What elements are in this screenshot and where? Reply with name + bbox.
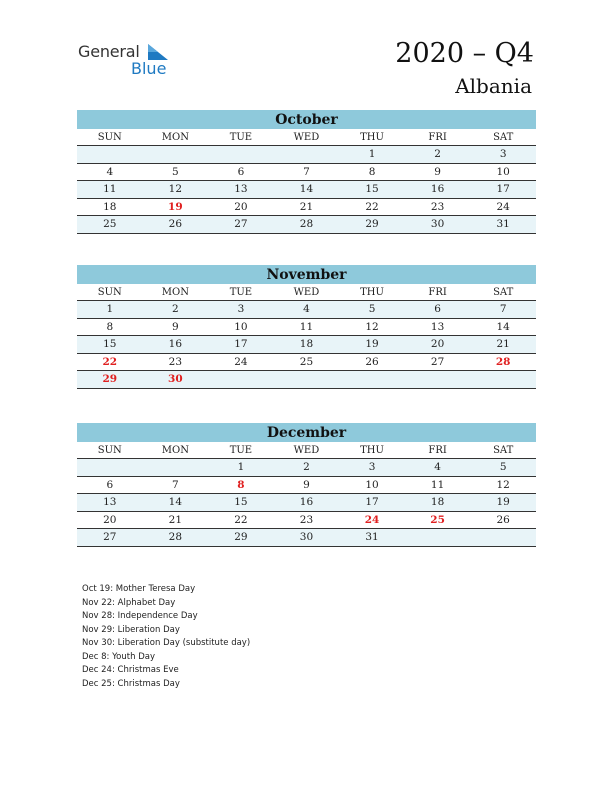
holiday-day-cell: 24: [339, 511, 405, 529]
week-row: [77, 511, 536, 529]
week-row: [77, 459, 536, 477]
day-cell: 16: [405, 181, 471, 199]
weekday-label: MON: [143, 129, 209, 146]
weekday-label: MON: [143, 442, 209, 459]
week-row: [77, 163, 536, 181]
day-cell: 21: [274, 198, 340, 216]
day-cell: 19: [339, 336, 405, 354]
day-cell: 13: [208, 181, 274, 199]
day-cell: [405, 529, 471, 547]
day-cell: 10: [339, 476, 405, 494]
page-title: 2020 – Q4: [395, 38, 534, 69]
day-cell: 12: [470, 476, 536, 494]
weekday-label: TUE: [208, 284, 274, 301]
holiday-day-cell: 30: [143, 371, 209, 389]
weekday-label: WED: [274, 284, 340, 301]
holiday-day-cell: 8: [208, 476, 274, 494]
day-cell: 20: [405, 336, 471, 354]
day-cell: 25: [77, 216, 143, 234]
country-name: Albania: [455, 74, 532, 98]
day-cell: 20: [208, 198, 274, 216]
day-cell: 4: [77, 163, 143, 181]
day-cell: [143, 146, 209, 164]
day-cell: 23: [274, 511, 340, 529]
logo-blue-text: Blue: [131, 59, 167, 78]
weekday-label: WED: [274, 129, 340, 146]
day-cell: [405, 371, 471, 389]
holiday-note: Dec 24: Christmas Eve: [82, 665, 179, 675]
day-cell: 3: [470, 146, 536, 164]
day-cell: 28: [143, 529, 209, 547]
day-cell: 9: [405, 163, 471, 181]
day-cell: 15: [208, 494, 274, 512]
day-cell: 7: [470, 301, 536, 319]
day-cell: 24: [208, 353, 274, 371]
day-cell: 11: [274, 318, 340, 336]
day-cell: 25: [274, 353, 340, 371]
week-row: [77, 181, 536, 199]
week-row: [77, 336, 536, 354]
day-cell: 12: [339, 318, 405, 336]
week-row: [77, 301, 536, 319]
holiday-note: Dec 25: Christmas Day: [82, 678, 180, 689]
week-row: [77, 198, 536, 216]
day-cell: 18: [405, 494, 471, 512]
day-cell: 9: [143, 318, 209, 336]
month-name: December: [77, 423, 536, 442]
month-calendar-november: [77, 265, 536, 389]
day-cell: 7: [274, 163, 340, 181]
day-cell: 9: [274, 476, 340, 494]
day-cell: 30: [274, 529, 340, 547]
weekday-label: FRI: [405, 129, 471, 146]
month-name: October: [77, 110, 536, 129]
weekday-label: SUN: [77, 284, 143, 301]
weekday-label: FRI: [405, 284, 471, 301]
week-row: [77, 371, 536, 389]
day-cell: 6: [77, 476, 143, 494]
day-cell: [77, 459, 143, 477]
day-cell: 17: [208, 336, 274, 354]
day-cell: 23: [405, 198, 471, 216]
day-cell: 10: [470, 163, 536, 181]
day-cell: 31: [470, 216, 536, 234]
day-cell: 21: [470, 336, 536, 354]
day-cell: 2: [405, 146, 471, 164]
day-cell: 27: [77, 529, 143, 547]
holiday-note: Nov 28: Independence Day: [82, 611, 198, 621]
day-cell: 21: [143, 511, 209, 529]
day-cell: 16: [274, 494, 340, 512]
day-cell: 4: [405, 459, 471, 477]
day-cell: 8: [77, 318, 143, 336]
day-cell: 18: [77, 198, 143, 216]
weekday-label: THU: [339, 284, 405, 301]
month-name: November: [77, 265, 536, 284]
day-cell: 29: [208, 529, 274, 547]
weekday-label: WED: [274, 442, 340, 459]
day-cell: 7: [143, 476, 209, 494]
month-calendar-december: [77, 423, 536, 547]
day-cell: [339, 371, 405, 389]
day-cell: 26: [339, 353, 405, 371]
day-cell: [470, 371, 536, 389]
day-cell: 14: [143, 494, 209, 512]
day-cell: 16: [143, 336, 209, 354]
day-cell: 18: [274, 336, 340, 354]
day-cell: 30: [405, 216, 471, 234]
day-cell: [274, 371, 340, 389]
day-cell: 15: [339, 181, 405, 199]
weekday-label: SAT: [470, 129, 536, 146]
weekday-label: THU: [339, 442, 405, 459]
weekday-label: MON: [143, 284, 209, 301]
day-cell: [274, 146, 340, 164]
week-row: [77, 529, 536, 547]
day-cell: 23: [143, 353, 209, 371]
weekday-label: SUN: [77, 129, 143, 146]
day-cell: 4: [274, 301, 340, 319]
day-cell: [143, 459, 209, 477]
day-cell: 22: [339, 198, 405, 216]
week-row: [77, 476, 536, 494]
weekday-label: TUE: [208, 129, 274, 146]
weekday-label: SAT: [470, 442, 536, 459]
holiday-note: Nov 30: Liberation Day (substitute day): [82, 638, 251, 648]
day-cell: 22: [208, 511, 274, 529]
brand-logo: [78, 42, 188, 82]
holiday-note: Dec 8: Youth Day: [82, 651, 155, 662]
day-cell: 1: [339, 146, 405, 164]
holiday-day-cell: 22: [77, 353, 143, 371]
day-cell: 26: [470, 511, 536, 529]
day-cell: 29: [339, 216, 405, 234]
day-cell: 15: [77, 336, 143, 354]
week-row: [77, 494, 536, 512]
holiday-day-cell: 25: [405, 511, 471, 529]
day-cell: 27: [405, 353, 471, 371]
day-cell: 17: [339, 494, 405, 512]
day-cell: 14: [274, 181, 340, 199]
day-cell: 5: [143, 163, 209, 181]
day-cell: 11: [405, 476, 471, 494]
day-cell: 8: [339, 163, 405, 181]
weekday-label: THU: [339, 129, 405, 146]
day-cell: 24: [470, 198, 536, 216]
day-cell: 19: [470, 494, 536, 512]
week-row: [77, 318, 536, 336]
week-row: [77, 353, 536, 371]
day-cell: 5: [339, 301, 405, 319]
day-cell: 10: [208, 318, 274, 336]
day-cell: 27: [208, 216, 274, 234]
holiday-note: Oct 19: Mother Teresa Day: [82, 584, 196, 594]
holiday-note: Nov 22: Alphabet Day: [82, 597, 176, 608]
day-cell: 2: [274, 459, 340, 477]
day-cell: 3: [208, 301, 274, 319]
day-cell: 12: [143, 181, 209, 199]
day-cell: [470, 529, 536, 547]
holiday-note: Nov 29: Liberation Day: [82, 624, 180, 635]
day-cell: 20: [77, 511, 143, 529]
day-cell: [77, 146, 143, 164]
weekday-label: SUN: [77, 442, 143, 459]
weekday-label: FRI: [405, 442, 471, 459]
day-cell: 13: [405, 318, 471, 336]
month-calendar-october: [77, 110, 536, 234]
day-cell: 5: [470, 459, 536, 477]
day-cell: 6: [208, 163, 274, 181]
day-cell: 26: [143, 216, 209, 234]
holiday-day-cell: 29: [77, 371, 143, 389]
day-cell: 2: [143, 301, 209, 319]
holiday-day-cell: 19: [143, 198, 209, 216]
holiday-notes: [82, 583, 250, 691]
day-cell: 13: [77, 494, 143, 512]
day-cell: 17: [470, 181, 536, 199]
holiday-day-cell: 28: [470, 353, 536, 371]
weekday-label: SAT: [470, 284, 536, 301]
week-row: [77, 216, 536, 234]
day-cell: 31: [339, 529, 405, 547]
day-cell: [208, 146, 274, 164]
day-cell: 11: [77, 181, 143, 199]
day-cell: 1: [208, 459, 274, 477]
flag-triangle-icon: [148, 44, 170, 60]
day-cell: 28: [274, 216, 340, 234]
logo-general-text: General: [78, 42, 140, 61]
weekday-label: TUE: [208, 442, 274, 459]
day-cell: 3: [339, 459, 405, 477]
day-cell: 14: [470, 318, 536, 336]
day-cell: 6: [405, 301, 471, 319]
day-cell: [208, 371, 274, 389]
day-cell: 1: [77, 301, 143, 319]
week-row: [77, 146, 536, 164]
